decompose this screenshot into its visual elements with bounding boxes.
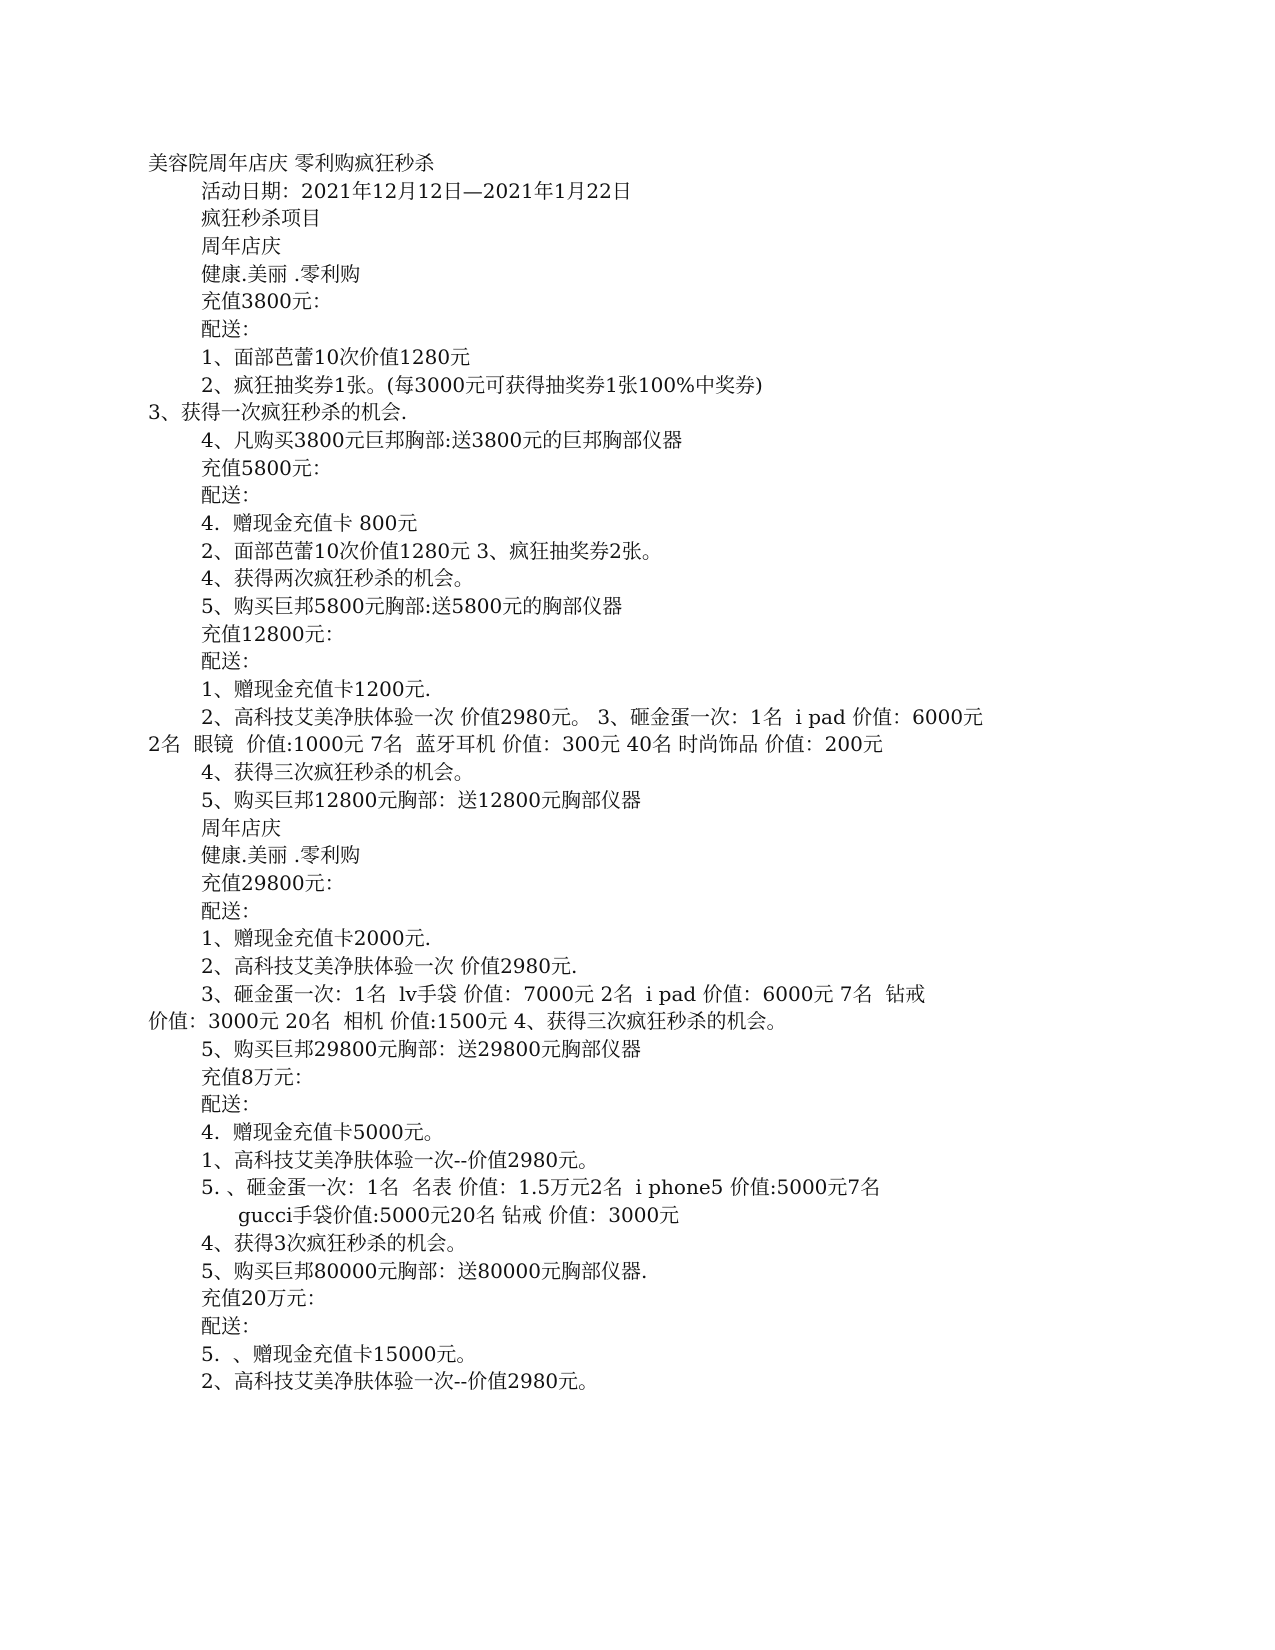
text-line: 2、疯狂抽奖券1张。(每3000元可获得抽奖券1张100%中奖券)	[201, 372, 763, 397]
text-line: 配送：	[201, 483, 261, 508]
text-line: 3、获得一次疯狂秒杀的机会.	[148, 400, 408, 425]
text-line: 4. 赠现金充值卡5000元。	[201, 1120, 444, 1145]
text-line: 充值29800元：	[201, 870, 345, 895]
text-line: gucci手袋价值:5000元20名 钻戒 价值：3000元	[238, 1203, 680, 1228]
text-line: 5、购买巨邦29800元胸部：送29800元胸部仪器	[201, 1037, 641, 1061]
text-line: 价值：3000元 20名 相机 价值:1500元 4、获得三次疯狂秒杀的机会。	[148, 1009, 787, 1034]
text-line: 5. 、赠现金充值卡15000元。	[201, 1341, 477, 1366]
text-line: 健康.美丽 .零利购	[201, 261, 361, 286]
text-line: 5、购买巨邦80000元胸部：送80000元胸部仪器.	[201, 1258, 648, 1283]
text-line: 2、面部芭蕾10次价值1280元 3、疯狂抽奖券2张。	[201, 538, 662, 563]
text-line: 5、购买巨邦12800元胸部：送12800元胸部仪器	[201, 787, 641, 812]
text-line: 1、面部芭蕾10次价值1280元	[201, 344, 471, 369]
text-line: 充值12800元：	[201, 621, 345, 646]
text-line: 1、赠现金充值卡2000元.	[201, 926, 431, 951]
text-line: 2、高科技艾美净肤体验一次--价值2980元。	[201, 1369, 599, 1394]
text-line: 4、凡购买3800元巨邦胸部:送3800元的巨邦胸部仪器	[201, 427, 683, 452]
text-line: 2、高科技艾美净肤体验一次 价值2980元。 3、砸金蛋一次：1名 i pad 价值：6000元	[201, 704, 984, 729]
text-line: 充值3800元：	[201, 289, 332, 314]
text-line: 健康.美丽 .零利购	[201, 843, 361, 868]
document-title: 美容院周年店庆 零利购疯狂秒杀	[148, 151, 435, 175]
text-line: 配送：	[201, 1092, 261, 1117]
text-line: 5、购买巨邦5800元胸部:送5800元的胸部仪器	[201, 594, 623, 618]
text-line: 4、获得3次疯狂秒杀的机会。	[201, 1230, 467, 1255]
text-line: 配送：	[201, 898, 261, 923]
text-line: 4. 赠现金充值卡 800元	[201, 510, 418, 535]
text-line: 充值20万元：	[201, 1286, 327, 1311]
text-line: 充值5800元：	[201, 455, 332, 480]
text-line: 活动日期：2021年12月12日—2021年1月22日	[201, 178, 632, 203]
text-line: 1、赠现金充值卡1200元.	[201, 677, 431, 702]
text-line: 周年店庆	[201, 234, 281, 259]
text-line: 2、高科技艾美净肤体验一次 价值2980元.	[201, 953, 578, 978]
text-line: 充值8万元：	[201, 1064, 314, 1089]
text-line: 3、砸金蛋一次：1名 lv手袋 价值：7000元 2名 i pad 价值：6000元 7名 钻戒	[201, 981, 926, 1006]
text-line: 疯狂秒杀项目	[201, 206, 321, 231]
text-line: 1、高科技艾美净肤体验一次--价值2980元。	[201, 1147, 599, 1172]
text-line: 4、获得两次疯狂秒杀的机会。	[201, 566, 474, 591]
text-line: 配送：	[201, 649, 261, 674]
document-body	[148, 150, 1148, 1396]
text-line: 配送：	[201, 1313, 261, 1338]
text-line: 4、获得三次疯狂秒杀的机会。	[201, 760, 474, 785]
text-line: 周年店庆	[201, 815, 281, 840]
text-line: 5. 、砸金蛋一次：1名 名表 价值：1.5万元2名 i phone5 价值:5000元7名	[201, 1175, 881, 1200]
text-line: 配送：	[201, 317, 261, 342]
text-line: 2名 眼镜 价值:1000元 7名 蓝牙耳机 价值：300元 40名 时尚饰品 价值：200元	[148, 732, 883, 757]
